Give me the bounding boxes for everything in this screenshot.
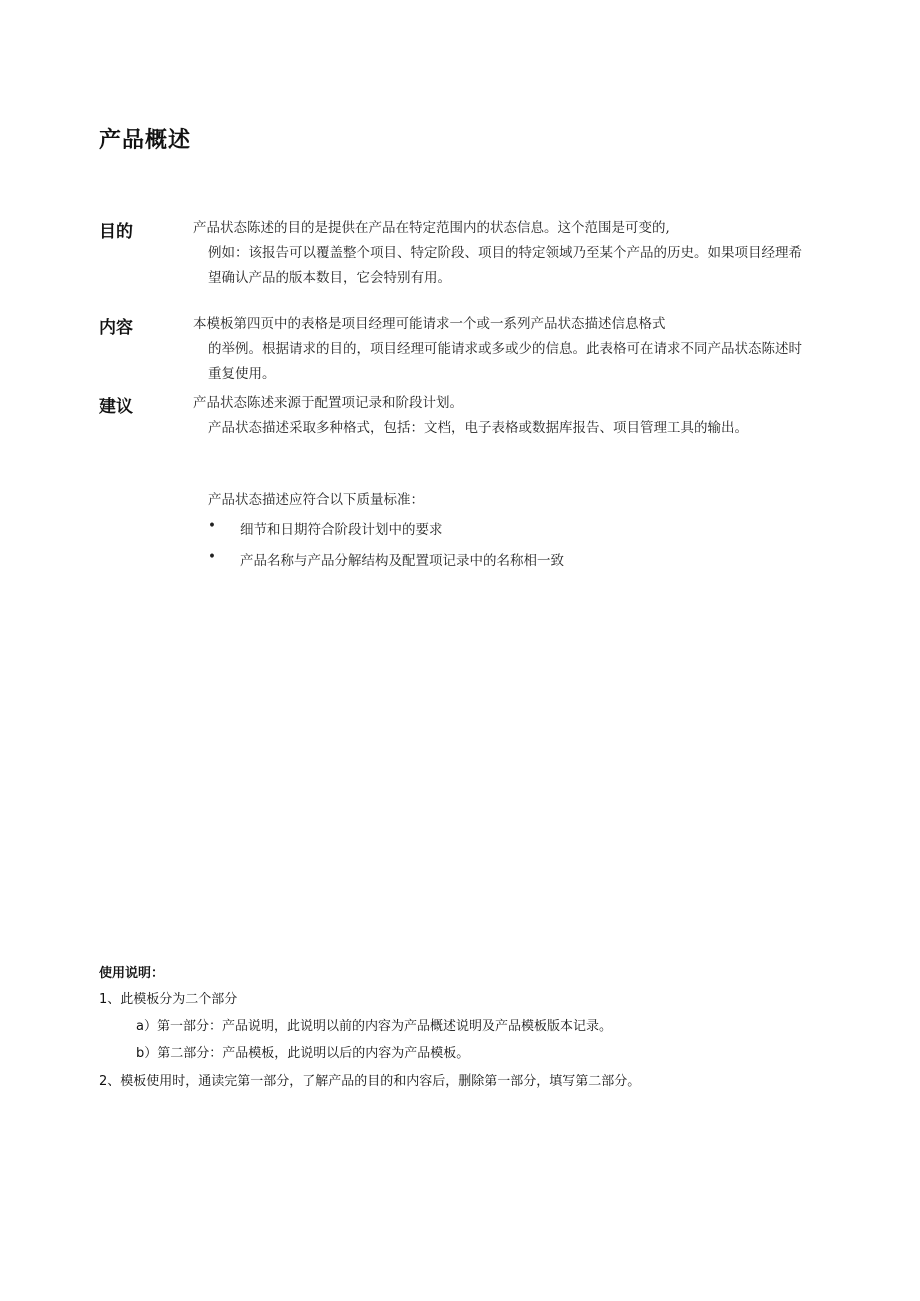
content-first-line: 本模板第四页中的表格是项目经理可能请求一个或一系列产品状态描述信息格式 [193,316,666,332]
page-title: 产品概述 [99,128,192,153]
usage-title: 使用说明： [99,966,165,981]
section-text-content [193,312,803,387]
list-item-text: 细节和日期符合阶段计划中的要求 [240,522,443,538]
list-item-text: 产品名称与产品分解结构及配置项记录中的名称相一致 [240,553,564,569]
criteria-intro: 产品状态描述应符合以下质量标准： [208,492,424,508]
usage-line-a: a）第一部分：产品说明，此说明以前的内容为产品概述说明及产品模板版本记录。 [136,1019,612,1034]
bullet-icon: • [208,549,216,565]
section-text-advice [193,391,803,441]
section-label-content: 内容 [99,318,133,338]
section-label-advice: 建议 [99,397,133,417]
content-rest: 的举例。根据请求的目的，项目经理可能请求或多或少的信息。此表格可在请求不同产品状态陈述时重复使用。 [208,341,802,382]
section-label-purpose: 目的 [99,222,133,242]
advice-first-line: 产品状态陈述来源于配置项记录和阶段计划。 [193,395,463,411]
usage-line-b: b）第二部分：产品模板，此说明以后的内容为产品模板。 [136,1046,470,1061]
usage-line-2: 2、模板使用时，通读完第一部分，了解产品的目的和内容后，删除第一部分，填写第二部分。 [99,1074,641,1089]
usage-line-1: 1、此模板分为二个部分 [99,992,238,1007]
advice-rest: 产品状态描述采取多种格式，包括：文档，电子表格或数据库报告、项目管理工具的输出。 [208,420,748,436]
bullet-icon: • [208,518,216,534]
purpose-first-line: 产品状态陈述的目的是提供在产品在特定范围内的状态信息。这个范围是可变的, [193,220,670,236]
section-text-purpose [193,216,803,291]
purpose-rest: 例如：该报告可以覆盖整个项目、特定阶段、项目的特定领域乃至某个产品的历史。如果项目经理希望确认产品的版本数目，它会特别有用。 [208,245,802,286]
